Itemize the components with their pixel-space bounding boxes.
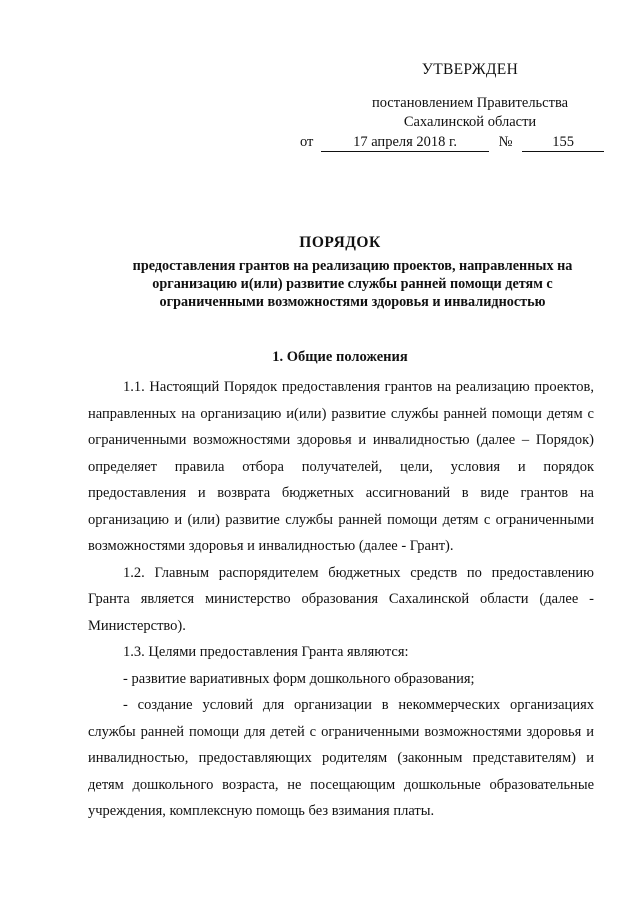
document-title: ПОРЯДОК [299, 234, 381, 251]
decree-number: 155 [522, 134, 604, 152]
document-subtitle: предоставления грантов на реализацию проектов, направленных на организацию и(или) развитие службы ранней помощи детям с ограниченными возможностями здоровья и инвалидностью [132, 258, 573, 310]
approval-block [300, 60, 600, 152]
approval-region-line: Сахалинской области [403, 114, 537, 130]
decree-number-label: № [498, 134, 513, 150]
approval-authority-line: постановлением Правительства [371, 95, 569, 111]
section-body [88, 374, 594, 825]
decree-from-label: от [300, 134, 314, 150]
approved-stamp-word: УТВЕРЖДЕН [421, 61, 519, 78]
paragraph-1-3: 1.3. Целями предоставления Гранта являются: [123, 644, 409, 660]
paragraph-1-2: 1.2. Главным распорядителем бюджетных средств по предоставлению Гранта является министерство образования Сахалинской области (далее - Министерство). [88, 564, 594, 634]
goal-list-item-2: - создание условий для организации в некоммерческих организациях службы ранней помощи для детей с ограниченными возможностями здоровья и инвалидностью, предоставляющих родителям (законным представителям) и детям дошкольного возраста, не посещающим дошкольные образовательные учреждения, комплексную помощь без взимания платы. [88, 697, 594, 819]
paragraph-1-1: 1.1. Настоящий Порядок предоставления грантов на реализацию проектов, направленных на организацию и(или) развитие службы ранней помощи детям с ограниченными возможностями здоровья и инвалидностью (далее – Порядок) определяет правила отбора получателей, цели, условия и порядок предоставления и возврата бюджетных ассигнований в виде грантов на организацию и (или) развитие службы ранней помощи детям с ограниченными возможностями здоровья и инвалидностью (далее - Грант). [88, 379, 594, 554]
decree-date-number-line [300, 133, 600, 152]
goal-list-item-1: - развитие вариативных форм дошкольного образования; [123, 670, 475, 687]
decree-date: 17 апреля 2018 г. [321, 134, 489, 152]
section-heading: 1. Общие положения [272, 349, 408, 365]
